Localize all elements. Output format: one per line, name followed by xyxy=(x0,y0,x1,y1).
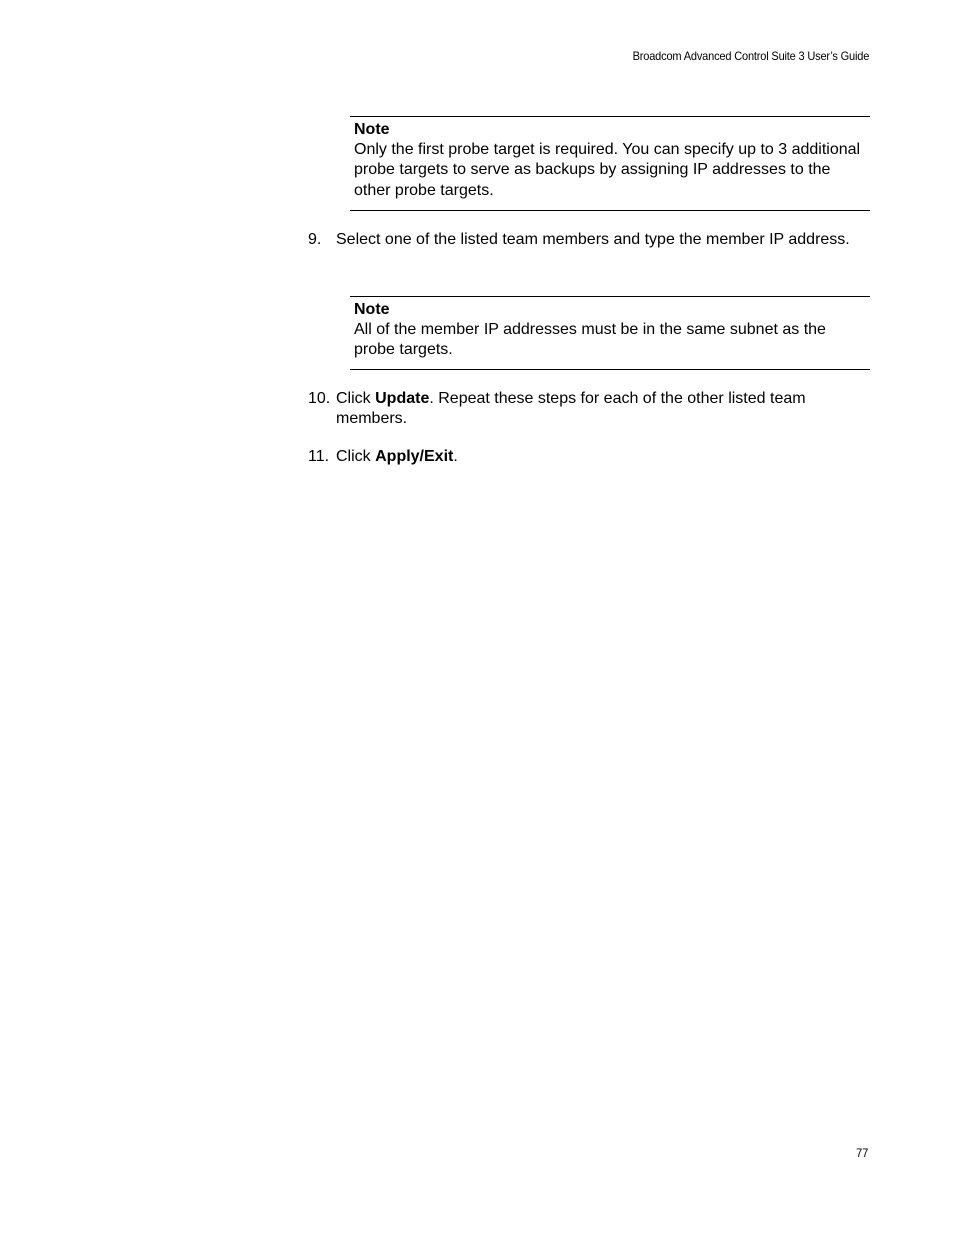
note-title: Note xyxy=(354,121,390,138)
step-9 xyxy=(308,230,868,250)
step-text: Select one of the listed team members and type the member IP address. xyxy=(336,231,850,248)
update-button-label: Update xyxy=(375,390,430,407)
step-number: 9. xyxy=(308,231,322,248)
step-text xyxy=(336,447,868,467)
step-text xyxy=(336,389,868,429)
step-text-prefix: Click xyxy=(336,390,376,407)
step-10 xyxy=(308,389,868,429)
running-header: Broadcom Advanced Control Suite 3 User’s Guide xyxy=(632,49,869,63)
page-number: 77 xyxy=(855,1146,868,1160)
step-text-prefix: Click xyxy=(336,448,376,465)
note-body: All of the member IP addresses must be in the same subnet as the probe targets. xyxy=(354,321,826,359)
note-box xyxy=(350,296,870,370)
step-11 xyxy=(308,447,868,467)
note-body: Only the first probe target is required. You can specify up to 3 additional probe targets to serve as backups by assigning IP addresses to the other probe targets. xyxy=(354,141,861,199)
note-box xyxy=(350,116,870,211)
apply-exit-button-label: Apply/Exit xyxy=(375,448,454,465)
step-text-suffix: . Repeat these steps for each of the other listed team members. xyxy=(336,390,806,427)
step-number: 10. xyxy=(308,390,331,407)
step-text-suffix: . xyxy=(453,448,458,465)
step-number: 11. xyxy=(308,448,330,465)
note-title: Note xyxy=(354,301,390,318)
